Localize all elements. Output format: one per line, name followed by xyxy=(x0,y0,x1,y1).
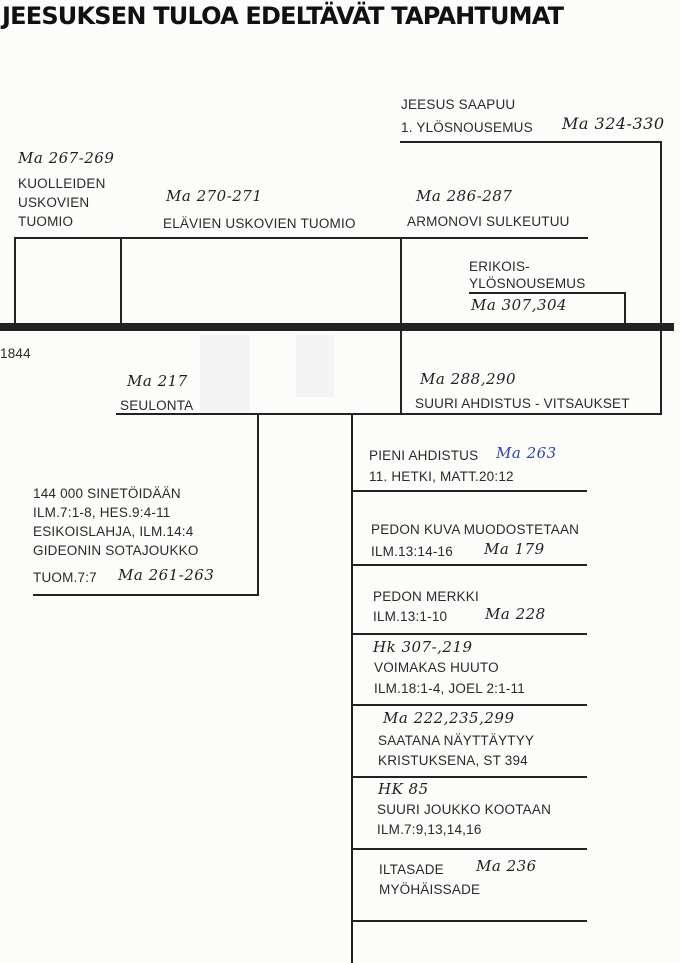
ref-handwritten: Hk 307-,219 xyxy=(373,638,473,656)
event-line: SUURI JOUKKO KOOTAAN xyxy=(377,802,552,817)
event-line: ILM.7:9,13,14,16 xyxy=(377,822,482,837)
ref-handwritten: Ma 286-287 xyxy=(416,187,513,205)
event-divider xyxy=(351,920,587,922)
ref-handwritten: Ma 222,235,299 xyxy=(383,709,515,727)
event-line: ILM.13:14-16 xyxy=(371,544,453,559)
ref-handwritten: Ma 179 xyxy=(484,540,545,558)
erikois-label: ERIKOIS- xyxy=(469,259,530,274)
erikois-label: YLÖSNOUSEMUS xyxy=(469,276,586,291)
event-line: MYÖHÄISSADE xyxy=(379,882,481,897)
bracket-line xyxy=(400,237,402,324)
ref-handwritten: Ma 324-330 xyxy=(562,114,665,133)
timeline-bar xyxy=(0,323,674,331)
label-line: ILM.7:1-8, HES.9:4-11 xyxy=(33,505,171,520)
bracket-line xyxy=(120,237,122,324)
bracket-line xyxy=(400,331,402,415)
bracket-line xyxy=(469,292,626,294)
event-divider xyxy=(351,704,587,706)
ref-handwritten: Ma 270-271 xyxy=(166,187,263,205)
event-divider xyxy=(351,490,587,492)
suuri-ahdistus-label: SUURI AHDISTUS - VITSAUKSET xyxy=(415,396,630,411)
ref-handwritten: Ma 267-269 xyxy=(18,149,115,167)
bracket-line xyxy=(624,292,626,324)
event-line: ILTASADE xyxy=(379,862,444,877)
sinetoidaan-block xyxy=(33,484,199,560)
event-line: SAATANA NÄYTTÄYTYY xyxy=(378,733,535,748)
event-spine xyxy=(351,413,353,963)
bracket-line xyxy=(257,413,259,596)
armonovi-label: ARMONOVI SULKEUTUU xyxy=(407,214,570,229)
ylosnousemus-label: 1. YLÖSNOUSEMUS xyxy=(401,120,533,135)
event-line: PEDON KUVA MUODOSTETAAN xyxy=(371,522,580,537)
event-divider xyxy=(351,633,587,635)
event-line: PEDON MERKKI xyxy=(373,589,479,604)
ref-handwritten: Ma 307,304 xyxy=(471,296,568,314)
ref-handwritten: Ma 228 xyxy=(485,605,546,623)
event-line: PIENI AHDISTUS xyxy=(369,448,479,463)
ref-handwritten: Ma 288,290 xyxy=(420,370,517,388)
bracket-line xyxy=(116,413,662,415)
label-line: KUOLLEIDEN xyxy=(18,176,106,191)
event-divider xyxy=(351,564,587,566)
label-line: TUOMIO xyxy=(18,214,74,229)
page-title: JEESUKSEN TULOA EDELTÄVÄT TAPAHTUMAT xyxy=(2,2,564,30)
ref-handwritten: Ma 217 xyxy=(127,372,188,390)
kuolleiden-label xyxy=(18,174,106,231)
event-line: 11. HETKI, MATT.20:12 xyxy=(369,469,514,484)
label-line: 144 000 SINETÖIDÄÄN xyxy=(33,486,181,501)
bracket-line xyxy=(400,141,662,143)
bracket-line xyxy=(33,594,259,596)
bracket-line xyxy=(660,141,662,415)
event-line: ILM.18:1-4, JOEL 2:1-11 xyxy=(374,681,525,696)
jeesus-saapuu-label: JEESUS SAAPUU xyxy=(401,97,516,112)
ref-handwritten: Ma 261-263 xyxy=(118,566,215,584)
ref-handwritten: Ma 263 xyxy=(496,444,557,462)
ref-handwritten: HK 85 xyxy=(378,780,429,798)
scan-smudge xyxy=(296,335,334,397)
scan-smudge xyxy=(200,335,250,413)
ref-handwritten: Ma 236 xyxy=(476,857,537,875)
year-label: 1844 xyxy=(0,346,31,361)
elavien-label: ELÄVIEN USKOVIEN TUOMIO xyxy=(163,216,356,231)
event-divider xyxy=(351,776,587,778)
event-line: ILM.13:1-10 xyxy=(373,609,448,624)
seulonta-label: SEULONTA xyxy=(120,398,194,413)
tuom-label: TUOM.7:7 xyxy=(33,570,97,585)
label-line: USKOVIEN xyxy=(18,195,90,210)
event-divider xyxy=(351,848,587,850)
event-line: VOIMAKAS HUUTO xyxy=(374,660,499,675)
bracket-line xyxy=(14,237,588,239)
label-line: ESIKOISLAHJA, ILM.14:4 xyxy=(33,524,194,539)
bracket-line xyxy=(14,237,16,324)
label-line: GIDEONIN SOTAJOUKKO xyxy=(33,543,199,558)
event-line: KRISTUKSENA, ST 394 xyxy=(378,753,528,768)
